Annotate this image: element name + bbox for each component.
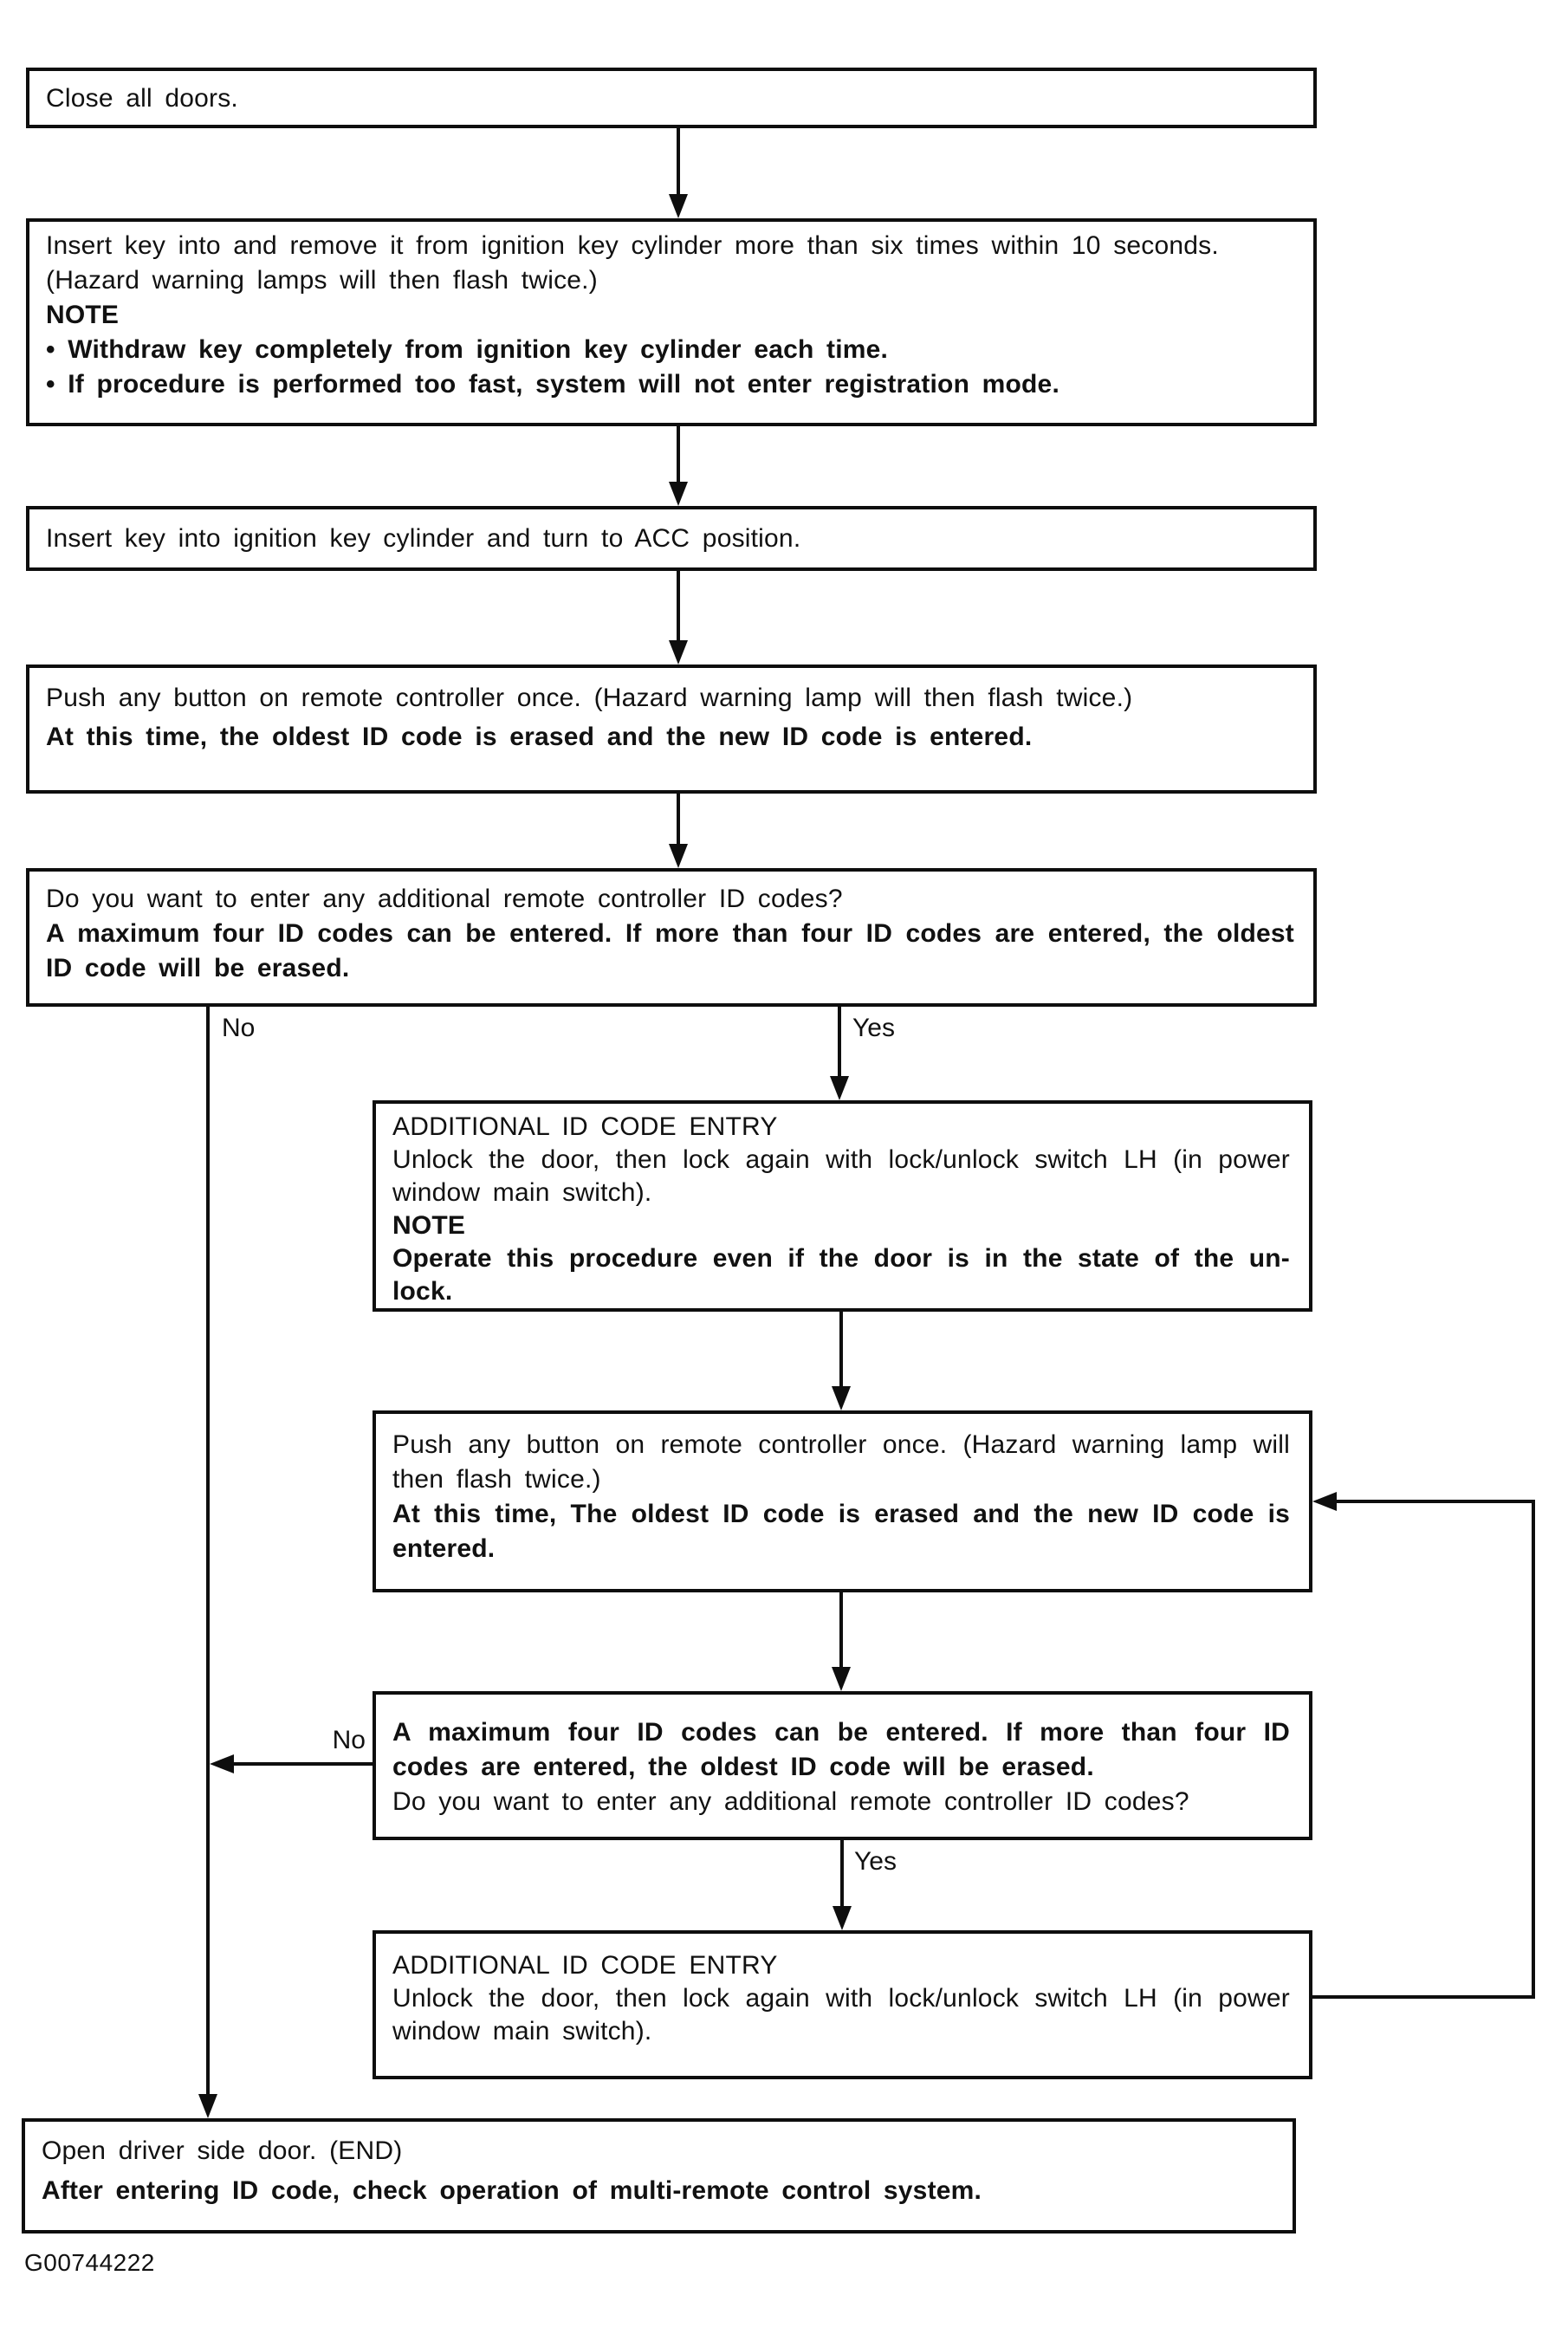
node-decision-1-question: Do you want to enter any additional remote controller ID codes? xyxy=(46,885,843,913)
node-end-line2: After entering ID code, check operation of multi-remote control system. xyxy=(42,2176,982,2205)
connector-7-8-line xyxy=(839,1592,843,1670)
connector-4-5-line xyxy=(677,794,680,846)
arrowhead-loop-to-push-button-2 xyxy=(1312,1492,1337,1511)
arrowhead-4-5 xyxy=(669,844,688,868)
note-bullet-1: • Withdraw key completely from ignition key cylinder each time. xyxy=(46,335,889,364)
arrowhead-no2 xyxy=(210,1754,234,1773)
node-decision-1 xyxy=(26,868,1317,1007)
arrowhead-no1 xyxy=(198,2094,217,2118)
node-close-all-doors xyxy=(26,68,1317,128)
connector-no2-line xyxy=(229,1762,373,1766)
loop-bottom-line xyxy=(1312,1995,1535,1999)
arrowhead-3-4 xyxy=(669,640,688,665)
node-decision-1-rule: A maximum four ID codes can be entered. If more than four ID codes are entered, the oldest ID code will be erased. xyxy=(46,919,1294,982)
node-insert-remove-key xyxy=(26,218,1317,426)
node-push-button-1-line2: At this time, the oldest ID code is erased and the new ID code is entered. xyxy=(46,723,1033,751)
node-additional-entry-2 xyxy=(373,1930,1312,2079)
node-decision-2-question: Do you want to enter any additional remote controller ID codes? xyxy=(392,1787,1189,1816)
connector-2-3-line xyxy=(677,426,680,483)
node-push-button-2 xyxy=(373,1410,1312,1592)
note-label: NOTE xyxy=(46,301,120,329)
connector-6-7-line xyxy=(839,1312,843,1390)
label-yes-1: Yes xyxy=(852,1014,895,1042)
note-bullet-2: • If procedure is performed too fast, system will not enter registration mode. xyxy=(46,370,1059,399)
node-insert-remove-key-line1: Insert key into and remove it from ignition key cylinder more than six times within 10 seconds. xyxy=(46,231,1219,260)
node-end xyxy=(22,2118,1296,2234)
node-decision-2 xyxy=(373,1691,1312,1840)
node-close-all-doors-text: Close all doors. xyxy=(46,84,238,113)
arrowhead-1-2 xyxy=(669,194,688,218)
loop-right-line xyxy=(1532,1500,1535,1999)
connector-1-2-line xyxy=(677,128,680,198)
connector-yes1-line xyxy=(838,1007,841,1078)
label-yes-2: Yes xyxy=(854,1847,897,1876)
node-additional-entry-1-note: Operate this procedure even if the door is in the state of the un-lock. xyxy=(392,1244,1290,1306)
note-label: NOTE xyxy=(392,1211,466,1240)
connector-no1-line xyxy=(206,1007,210,2097)
arrowhead-7-8 xyxy=(832,1667,851,1691)
connector-yes2-line xyxy=(840,1840,844,1909)
arrowhead-yes2 xyxy=(833,1906,852,1930)
arrowhead-yes1 xyxy=(830,1076,849,1100)
arrowhead-2-3 xyxy=(669,482,688,506)
loop-top-line xyxy=(1335,1500,1535,1503)
figure-code: G00744222 xyxy=(24,2249,155,2276)
node-end-line1: Open driver side door. (END) xyxy=(42,2136,403,2165)
node-push-button-2-line1: Push any button on remote controller once. (Hazard warning lamp will then flash twice.) xyxy=(392,1430,1290,1494)
node-additional-entry-1-body: Unlock the door, then lock again with lock/unlock switch LH (in power window main switch). xyxy=(392,1145,1290,1207)
node-push-button-1 xyxy=(26,665,1317,794)
arrowhead-6-7 xyxy=(832,1386,851,1410)
node-decision-2-rule: A maximum four ID codes can be entered. If more than four ID codes are entered, the oldest ID code will be erased. xyxy=(392,1718,1290,1781)
node-additional-entry-1 xyxy=(373,1100,1312,1312)
label-no-2: No xyxy=(332,1726,366,1754)
node-insert-remove-key-line2: (Hazard warning lamps will then flash twice.) xyxy=(46,266,598,295)
node-additional-entry-2-title: ADDITIONAL ID CODE ENTRY xyxy=(392,1951,778,1980)
node-additional-entry-2-body: Unlock the door, then lock again with lock/unlock switch LH (in power window main switch). xyxy=(392,1984,1290,2045)
node-additional-entry-1-title: ADDITIONAL ID CODE ENTRY xyxy=(392,1112,778,1141)
node-insert-key-acc-text: Insert key into ignition key cylinder and turn to ACC position. xyxy=(46,524,801,553)
connector-3-4-line xyxy=(677,571,680,642)
node-insert-key-acc xyxy=(26,506,1317,571)
node-push-button-1-line1: Push any button on remote controller once. (Hazard warning lamp will then flash twice.) xyxy=(46,684,1133,712)
label-no-1: No xyxy=(222,1014,256,1042)
node-push-button-2-line2: At this time, The oldest ID code is erased and the new ID code is entered. xyxy=(392,1500,1290,1563)
